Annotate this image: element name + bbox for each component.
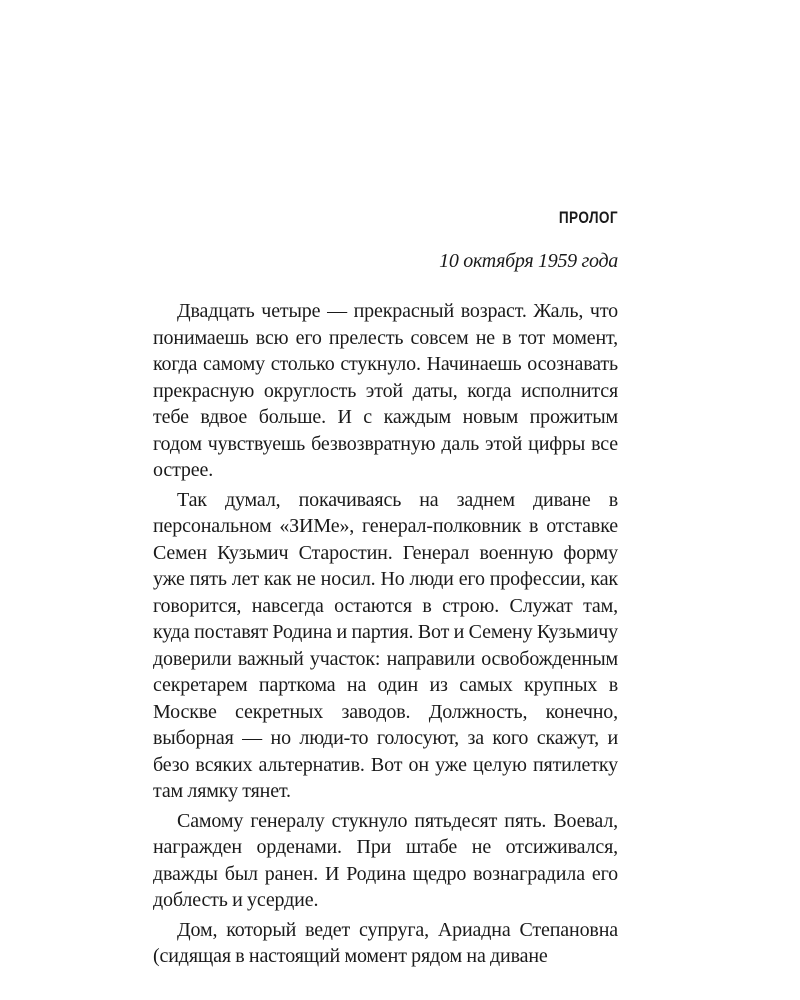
paragraph: Двадцать четыре — прекрасный возраст. Жаль, что понимаешь всю его прелесть совсем не в тот момент, когда самому столько стукнуло. Начинаешь осознавать прекрасную округлость этой даты, когда исполнится тебе вдвое больше. И с каждым новым прожитым годом чувствуешь безвозвратную даль этой цифры все острее. bbox=[153, 300, 618, 481]
paragraph: Самому генералу стукнуло пятьдесят пять. Воевал, награжден орденами. При штабе не отсиживался, дважды был ранен. И Родина щедро вознаградила его доблесть и усердие. bbox=[153, 809, 618, 911]
paragraph: Дом, который ведет супруга, Ариадна Степановна (сидящая в настоящий момент рядом на диване bbox=[153, 918, 618, 967]
body-text bbox=[153, 298, 618, 970]
paragraph: Так думал, покачиваясь на заднем диване в персональном «ЗИМе», генерал-полковник в отставке Семен Кузьмич Старостин. Генерал военную форму уже пять лет как не носил. Но люди его профессии, как говорится, навсегда остаются в строю. Служат там, куда поставят Родина и партия. Вот и Семену Кузьмичу доверили важный участок: направили освобожденным секретарем парткома на один из самых крупных в Москве секретных заводов. Должность, конечно, выборная — но люди-то голосуют, за кого скажут, и безо всяких альтернатив. Вот он уже целую пятилетку там лямку тянет. bbox=[153, 488, 618, 802]
chapter-date: 10 октября 1959 года bbox=[439, 250, 618, 272]
chapter-title: ПРОЛОГ bbox=[558, 208, 618, 227]
book-page bbox=[153, 200, 618, 970]
